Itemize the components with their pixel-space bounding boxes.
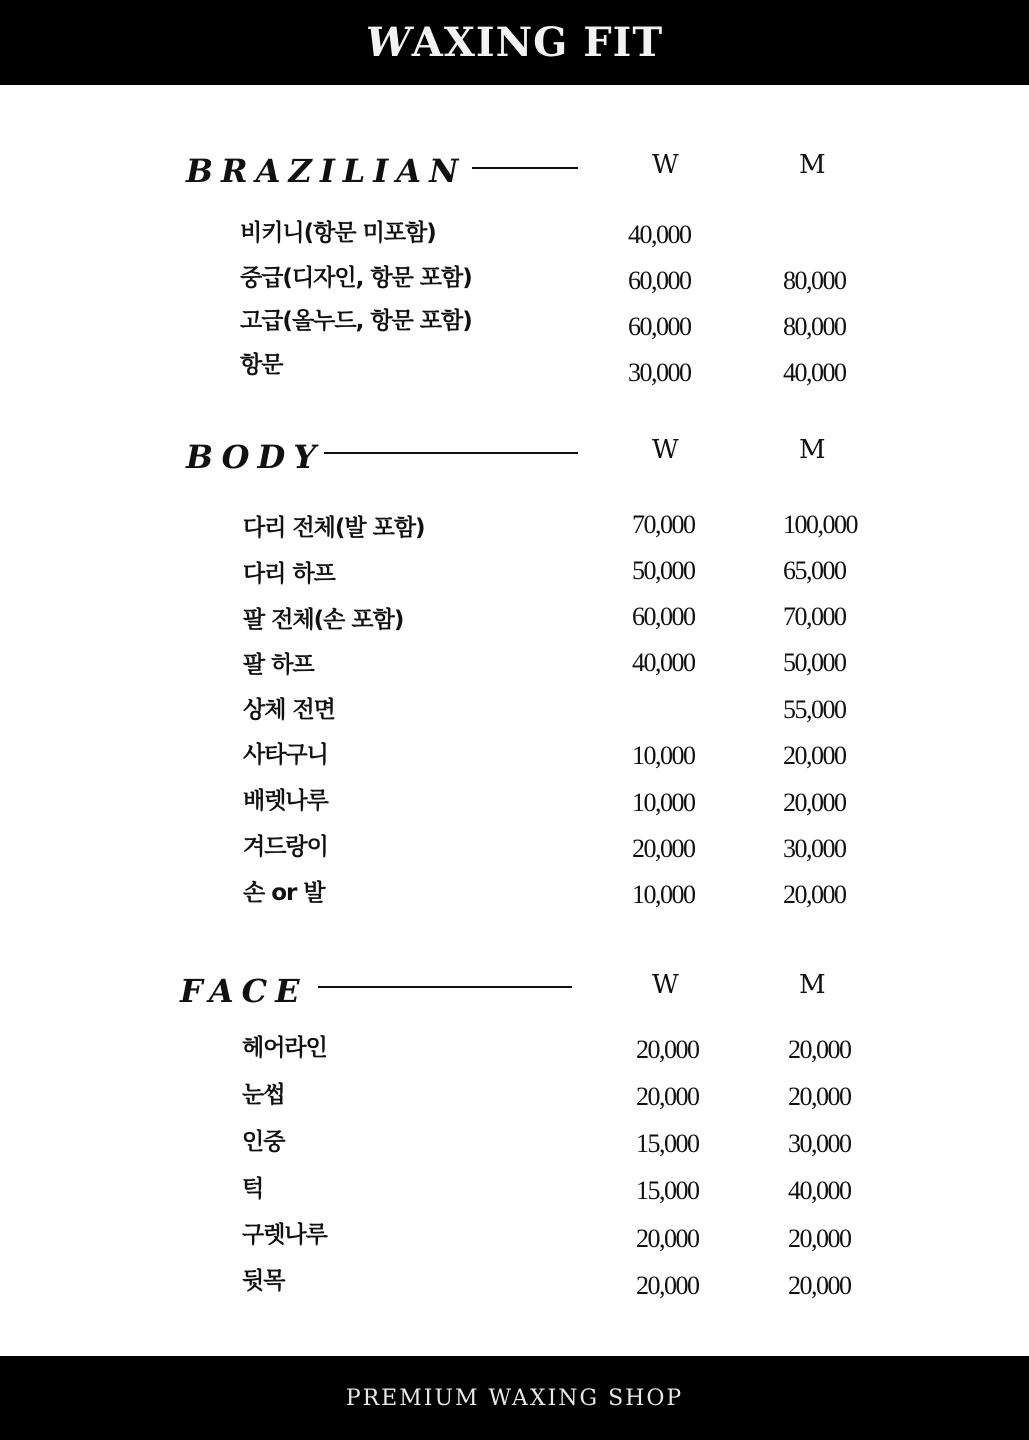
price-item-name: 팔 전체(손 포함) [243, 607, 404, 633]
price-men: 20,000 [783, 741, 846, 770]
price-women: 40,000 [628, 220, 691, 249]
price-women: 20,000 [636, 1082, 699, 1111]
price-women: 60,000 [628, 266, 691, 295]
price-item-name: 항문 [240, 352, 283, 378]
section-divider [472, 167, 578, 169]
price-women: 10,000 [632, 880, 695, 909]
price-item-name: 상체 전면 [243, 697, 335, 723]
price-men: 20,000 [783, 880, 846, 909]
price-men: 20,000 [788, 1271, 851, 1300]
price-women: 50,000 [632, 556, 695, 585]
column-header-women: W [652, 970, 679, 1000]
price-item-name: 고급(올누드, 항문 포함) [240, 308, 472, 334]
price-men: 30,000 [788, 1129, 851, 1158]
price-item-name: 눈썹 [242, 1082, 285, 1108]
column-header-men: M [799, 970, 826, 1000]
price-men: 50,000 [783, 648, 846, 677]
price-men: 20,000 [788, 1224, 851, 1253]
footer-tagline: PREMIUM WAXING SHOP [345, 1385, 684, 1411]
price-women: 60,000 [632, 602, 695, 631]
price-men: 40,000 [783, 358, 846, 387]
price-item-name: 인중 [242, 1129, 285, 1155]
footer-bar [0, 1356, 1029, 1440]
price-women: 15,000 [636, 1129, 699, 1158]
price-women: 60,000 [628, 312, 691, 341]
price-men: 20,000 [783, 788, 846, 817]
price-item-name: 구렛나루 [242, 1222, 327, 1248]
price-women: 30,000 [628, 358, 691, 387]
price-women: 10,000 [632, 788, 695, 817]
price-item-name: 중급(디자인, 항문 포함) [240, 265, 472, 291]
price-item-name: 다리 전체(발 포함) [243, 515, 425, 541]
price-men: 70,000 [783, 602, 846, 631]
section-title-face: FACE [180, 972, 308, 1010]
price-men: 80,000 [783, 266, 846, 295]
price-item-name: 배렛나루 [243, 788, 328, 814]
price-men: 20,000 [788, 1035, 851, 1064]
price-item-name: 겨드랑이 [243, 834, 328, 860]
column-header-women: W [652, 435, 679, 465]
price-women: 70,000 [632, 510, 695, 539]
header-bar [0, 0, 1029, 85]
price-item-name: 사타구니 [243, 742, 328, 768]
price-item-name: 다리 하프 [243, 561, 335, 587]
price-item-name: 턱 [242, 1176, 264, 1202]
price-men: 20,000 [788, 1082, 851, 1111]
price-men: 30,000 [783, 834, 846, 863]
price-women: 10,000 [632, 741, 695, 770]
section-divider [324, 452, 578, 454]
price-men: 65,000 [783, 556, 846, 585]
price-women: 20,000 [636, 1224, 699, 1253]
column-header-women: W [652, 150, 679, 180]
brand-title: WAXING FIT [365, 19, 664, 66]
price-item-name: 헤어라인 [242, 1035, 327, 1061]
column-header-men: M [799, 150, 826, 180]
price-women: 20,000 [636, 1271, 699, 1300]
price-women: 20,000 [636, 1035, 699, 1064]
column-header-men: M [799, 435, 826, 465]
section-title-body: BODY [186, 438, 325, 476]
price-women: 40,000 [632, 648, 695, 677]
price-men: 40,000 [788, 1176, 851, 1205]
price-item-name: 비키니(항문 미포함) [240, 220, 436, 246]
price-item-name: 손 or 발 [243, 880, 325, 906]
price-women: 20,000 [632, 834, 695, 863]
price-item-name: 팔 하프 [243, 652, 314, 678]
section-title-brazilian: BRAZILIAN [186, 152, 467, 190]
section-divider [318, 986, 572, 988]
price-item-name: 뒷목 [242, 1268, 285, 1294]
price-men: 55,000 [783, 695, 846, 724]
price-women: 15,000 [636, 1176, 699, 1205]
price-men: 80,000 [783, 312, 846, 341]
price-men: 100,000 [783, 510, 857, 539]
